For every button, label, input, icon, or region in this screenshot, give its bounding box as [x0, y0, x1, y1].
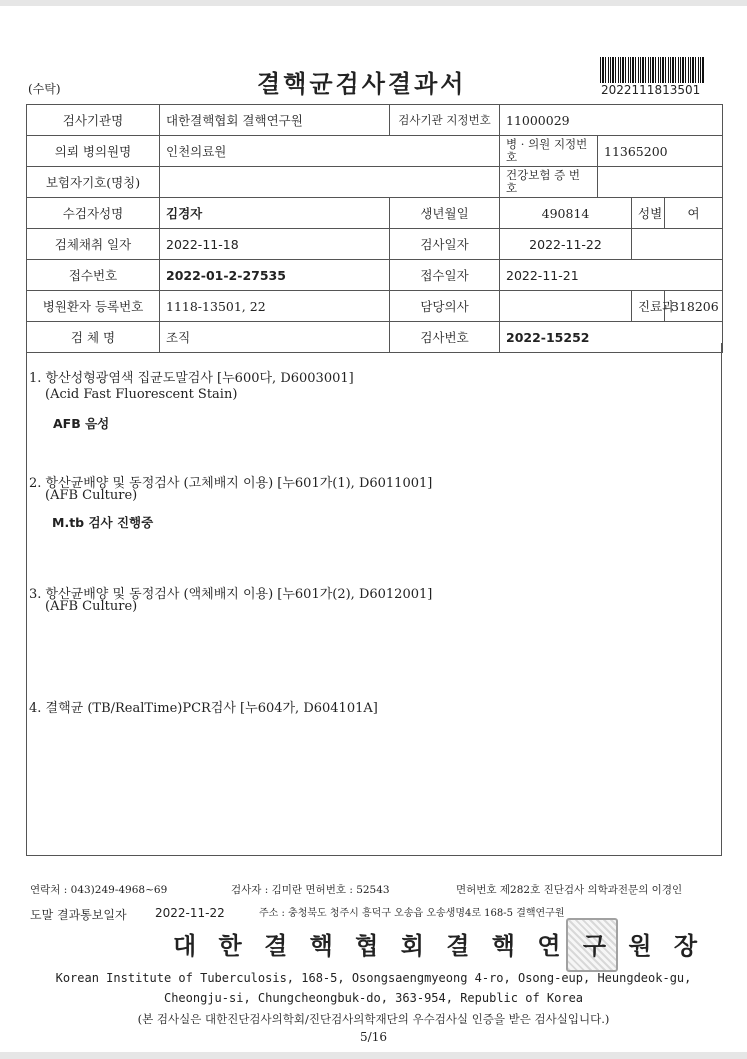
result-2-value: M.tb 검사 진행중	[52, 515, 154, 530]
hospital-value: 인천의료원	[160, 136, 500, 167]
collect-date-value: 2022-11-18	[160, 229, 390, 260]
receipt-date-label: 접수일자	[390, 260, 500, 291]
receipt-mark: (수탁)	[28, 82, 61, 96]
insurer-label: 보험자기호(명칭)	[27, 167, 160, 198]
patient-name: 김경자	[160, 198, 390, 229]
receipt-date-value: 2022-11-21	[500, 260, 723, 291]
hospital-label: 의뢰 병의원명	[27, 136, 160, 167]
viewer-bottom-band	[0, 1052, 747, 1059]
dob-label: 생년월일	[390, 198, 500, 229]
certification-note: (본 검사실은 대한진단검사의학회/진단검사의학재단의 우수검사실 인증을 받은 검사실입니다.)	[137, 1012, 610, 1026]
test-no-label: 검사번호	[390, 322, 500, 353]
dept-label: 진료과	[632, 291, 665, 322]
result-4-title: 4. 결핵균 (TB/RealTime)PCR검사 [누604가, D604101A]	[29, 701, 378, 716]
result-2-title: 2. 항산균배양 및 동정검사 (고체배지 이용) [누601가(1), D6011001]	[29, 476, 433, 491]
reg-no-value: 1118-13501, 22	[160, 291, 390, 322]
hosp-code-label: 병 · 의원 지정번호	[500, 136, 598, 167]
license-info: 면허번호 제282호 진단검사 의학과전문의 이경인	[456, 884, 683, 896]
test-date-value: 2022-11-22	[500, 229, 632, 260]
test-no-value: 2022-15252	[500, 322, 723, 353]
specimen-label: 검 체 명	[27, 322, 160, 353]
institution-value: 대한결핵협회 결핵연구원	[160, 105, 390, 136]
patient-label: 수검자성명	[27, 198, 160, 229]
address-ko: 주소 : 충청북도 청주시 흥덕구 오송읍 오송생명4로 168-5 결핵연구원	[259, 908, 565, 919]
results-box	[26, 343, 722, 856]
report-date-value: 2022-11-22	[155, 906, 225, 920]
insurance-no-value	[598, 167, 723, 198]
collect-date-label: 검체채취 일자	[27, 229, 160, 260]
document-title: 결핵균검사결과서	[257, 70, 467, 98]
hosp-code-value: 11365200	[598, 136, 723, 167]
organization-address-en-2: Cheongju-si, Chungcheongbuk-do, 363-954, Republic of Korea	[163, 991, 584, 1005]
receipt-no-value: 2022-01-2-27535	[160, 260, 390, 291]
barcode-number: 2022111813501	[601, 83, 701, 97]
barcode-image	[600, 57, 704, 83]
organization-address-en-1: Korean Institute of Tuberculosis, 168-5, Osongsaengmyeong 4-ro, Osong-eup, Heungdeok-gu,	[55, 971, 692, 985]
doctor-label: 담당의사	[390, 291, 500, 322]
insurer-value	[160, 167, 500, 198]
organization-name-ko: 대 한 결 핵 협 회 결 핵 연 구 원 장	[173, 932, 705, 960]
dept-value: 318206	[665, 291, 723, 322]
specimen-value: 조직	[160, 322, 390, 353]
patient-info-table	[26, 104, 723, 353]
result-2-subtitle: (AFB Culture)	[45, 488, 138, 503]
result-3-title: 3. 항산균배양 및 동정검사 (액체배지 이용) [누601가(2), D6012001]	[29, 587, 433, 602]
inst-code-label: 검사기관 지정번호	[390, 105, 500, 136]
test-date-label: 검사일자	[390, 229, 500, 260]
receipt-no-label: 접수번호	[27, 260, 160, 291]
examiner-info: 검사자 : 김미란 면허번호 : 52543	[231, 884, 390, 896]
result-1-title: 1. 항산성형광염색 집균도말검사 [누600다, D6003001]	[29, 371, 354, 386]
institution-label: 검사기관명	[27, 105, 160, 136]
dob-value: 490814	[500, 198, 632, 229]
doctor-value	[500, 291, 632, 322]
page-number: 5/16	[360, 1030, 387, 1044]
sex-label: 성별	[632, 198, 665, 229]
insurance-no-label: 건강보험 증 번 호	[500, 167, 598, 198]
reg-no-label: 병원환자 등록번호	[27, 291, 160, 322]
inst-code-value: 11000029	[500, 105, 723, 136]
test-date-blank	[632, 229, 723, 260]
sex-value: 여	[665, 198, 723, 229]
contact-info: 연락처 : 043)249-4968~69	[30, 884, 168, 896]
result-3-subtitle: (AFB Culture)	[45, 599, 138, 614]
report-date-label: 도말 결과통보일자	[30, 908, 127, 922]
result-1-value: AFB 음성	[53, 416, 110, 431]
result-1-subtitle: (Acid Fast Fluorescent Stain)	[45, 387, 238, 402]
